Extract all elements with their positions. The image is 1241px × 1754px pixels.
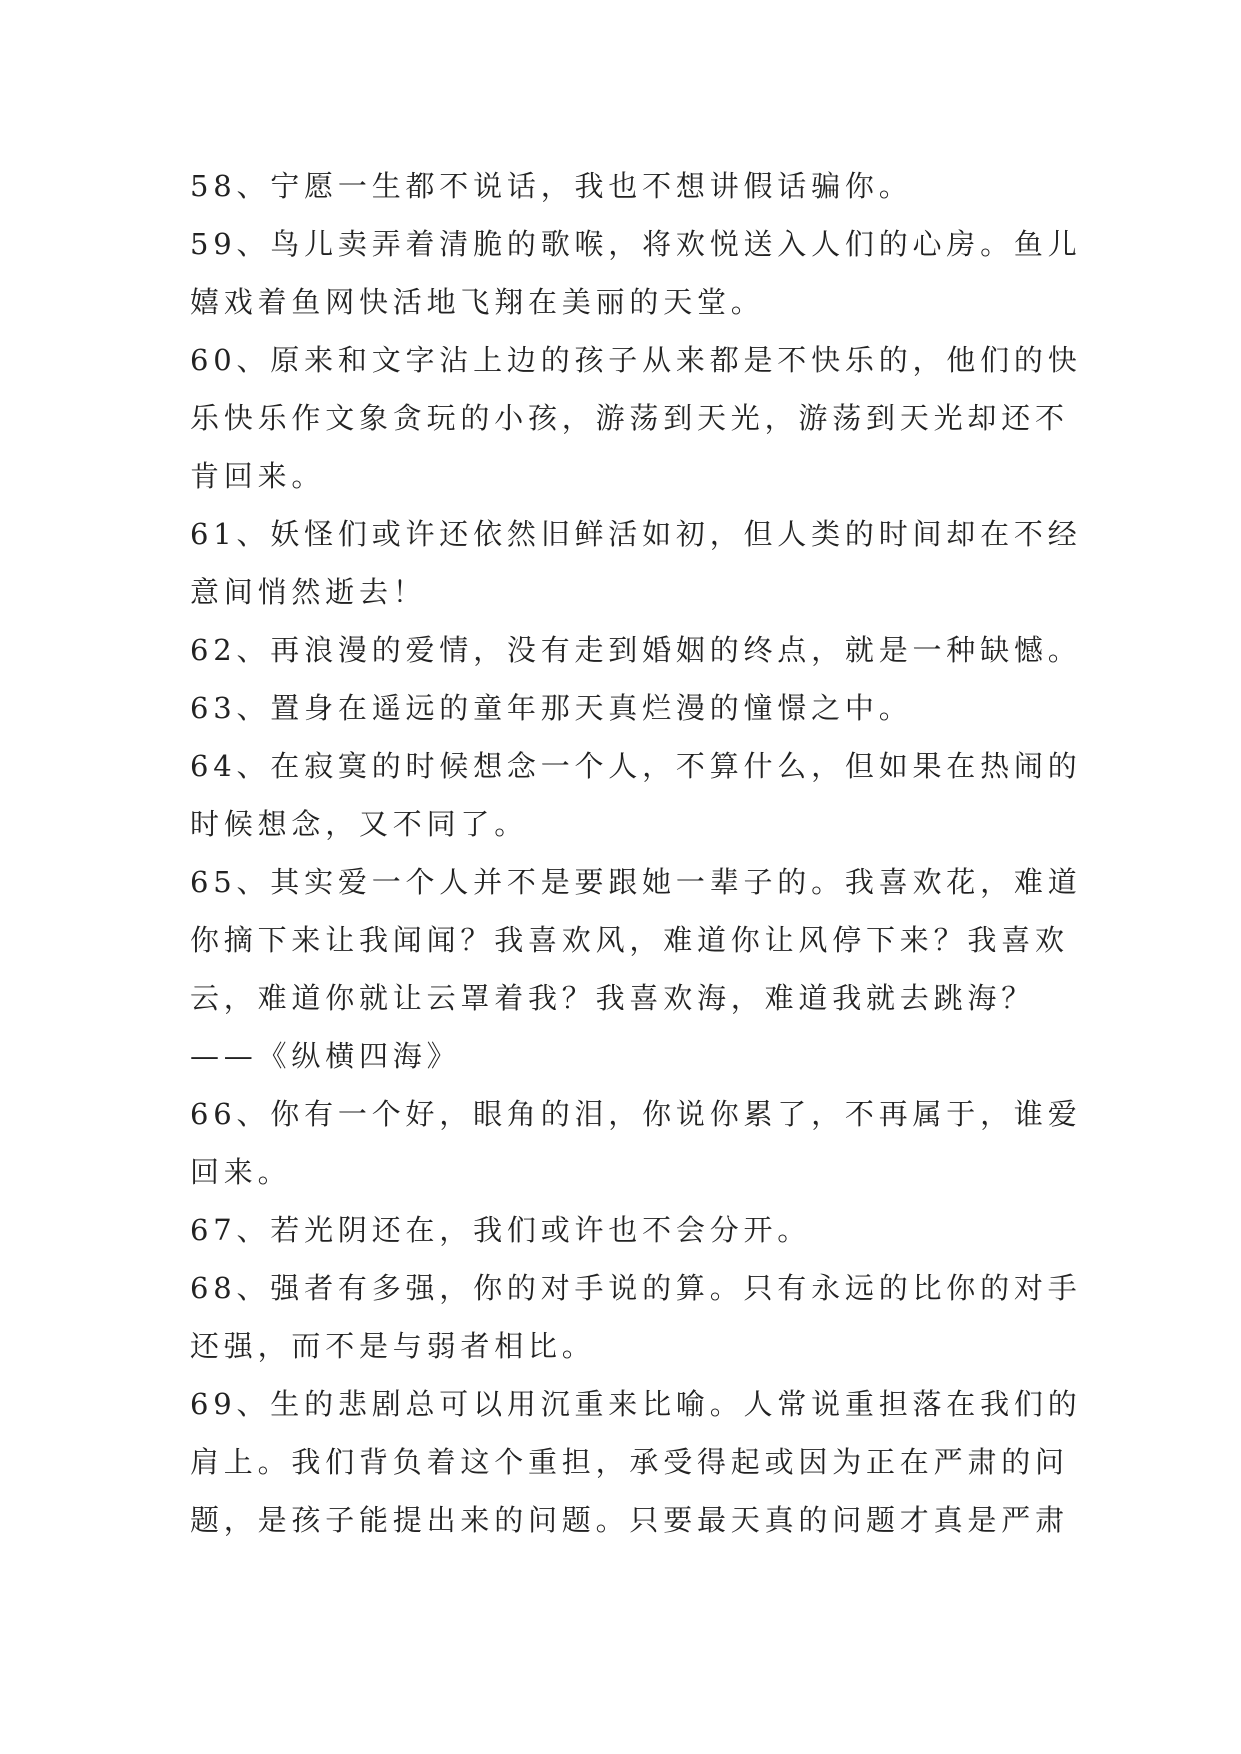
text-line: 69、生的悲剧总可以用沉重来比喻。人常说重担落在我们的 xyxy=(190,1387,1082,1421)
text-line: 乐快乐作文象贪玩的小孩，游荡到天光，游荡到天光却还不 xyxy=(190,401,1069,435)
text-line: 云，难道你就让云罩着我？我喜欢海，难道我就去跳海？ xyxy=(190,981,1036,1015)
text-line: 肩上。我们背负着这个重担，承受得起或因为正在严肃的问 xyxy=(190,1445,1069,1479)
text-line: 64、在寂寞的时候想念一个人，不算什么，但如果在热闹的 xyxy=(190,749,1082,783)
text-line: 时候想念，又不同了。 xyxy=(190,807,529,841)
text-line: 肯回来。 xyxy=(190,459,326,493)
text-line: 题，是孩子能提出来的问题。只要最天真的问题才真是严肃 xyxy=(190,1503,1069,1537)
text-line: 65、其实爱一个人并不是要跟她一辈子的。我喜欢花，难道 xyxy=(190,865,1082,899)
text-line: 59、鸟儿卖弄着清脆的歌喉，将欢悦送入人们的心房。鱼儿 xyxy=(190,227,1082,261)
text-line: 67、若光阴还在，我们或许也不会分开。 xyxy=(190,1213,812,1247)
text-line: 58、宁愿一生都不说话，我也不想讲假话骗你。 xyxy=(190,169,913,203)
text-line: 回来。 xyxy=(190,1155,292,1189)
text-line: 还强，而不是与弱者相比。 xyxy=(190,1329,596,1363)
text-line: ——《纵横四海》 xyxy=(190,1039,461,1073)
text-line: 63、置身在遥远的童年那天真烂漫的憧憬之中。 xyxy=(190,691,913,725)
text-line: 68、强者有多强，你的对手说的算。只有永远的比你的对手 xyxy=(190,1271,1082,1305)
text-line: 61、妖怪们或许还依然旧鲜活如初，但人类的时间却在不经 xyxy=(190,517,1082,551)
text-line: 嬉戏着鱼网快活地飞翔在美丽的天堂。 xyxy=(190,285,765,319)
text-line: 60、原来和文字沾上边的孩子从来都是不快乐的，他们的快 xyxy=(190,343,1082,377)
text-line: 意间悄然逝去！ xyxy=(190,575,427,609)
text-line: 你摘下来让我闻闻？我喜欢风，难道你让风停下来？我喜欢 xyxy=(190,923,1069,957)
text-line: 66、你有一个好，眼角的泪，你说你累了，不再属于，谁爱 xyxy=(190,1097,1082,1131)
text-line: 62、再浪漫的爱情，没有走到婚姻的终点，就是一种缺憾。 xyxy=(190,633,1082,667)
